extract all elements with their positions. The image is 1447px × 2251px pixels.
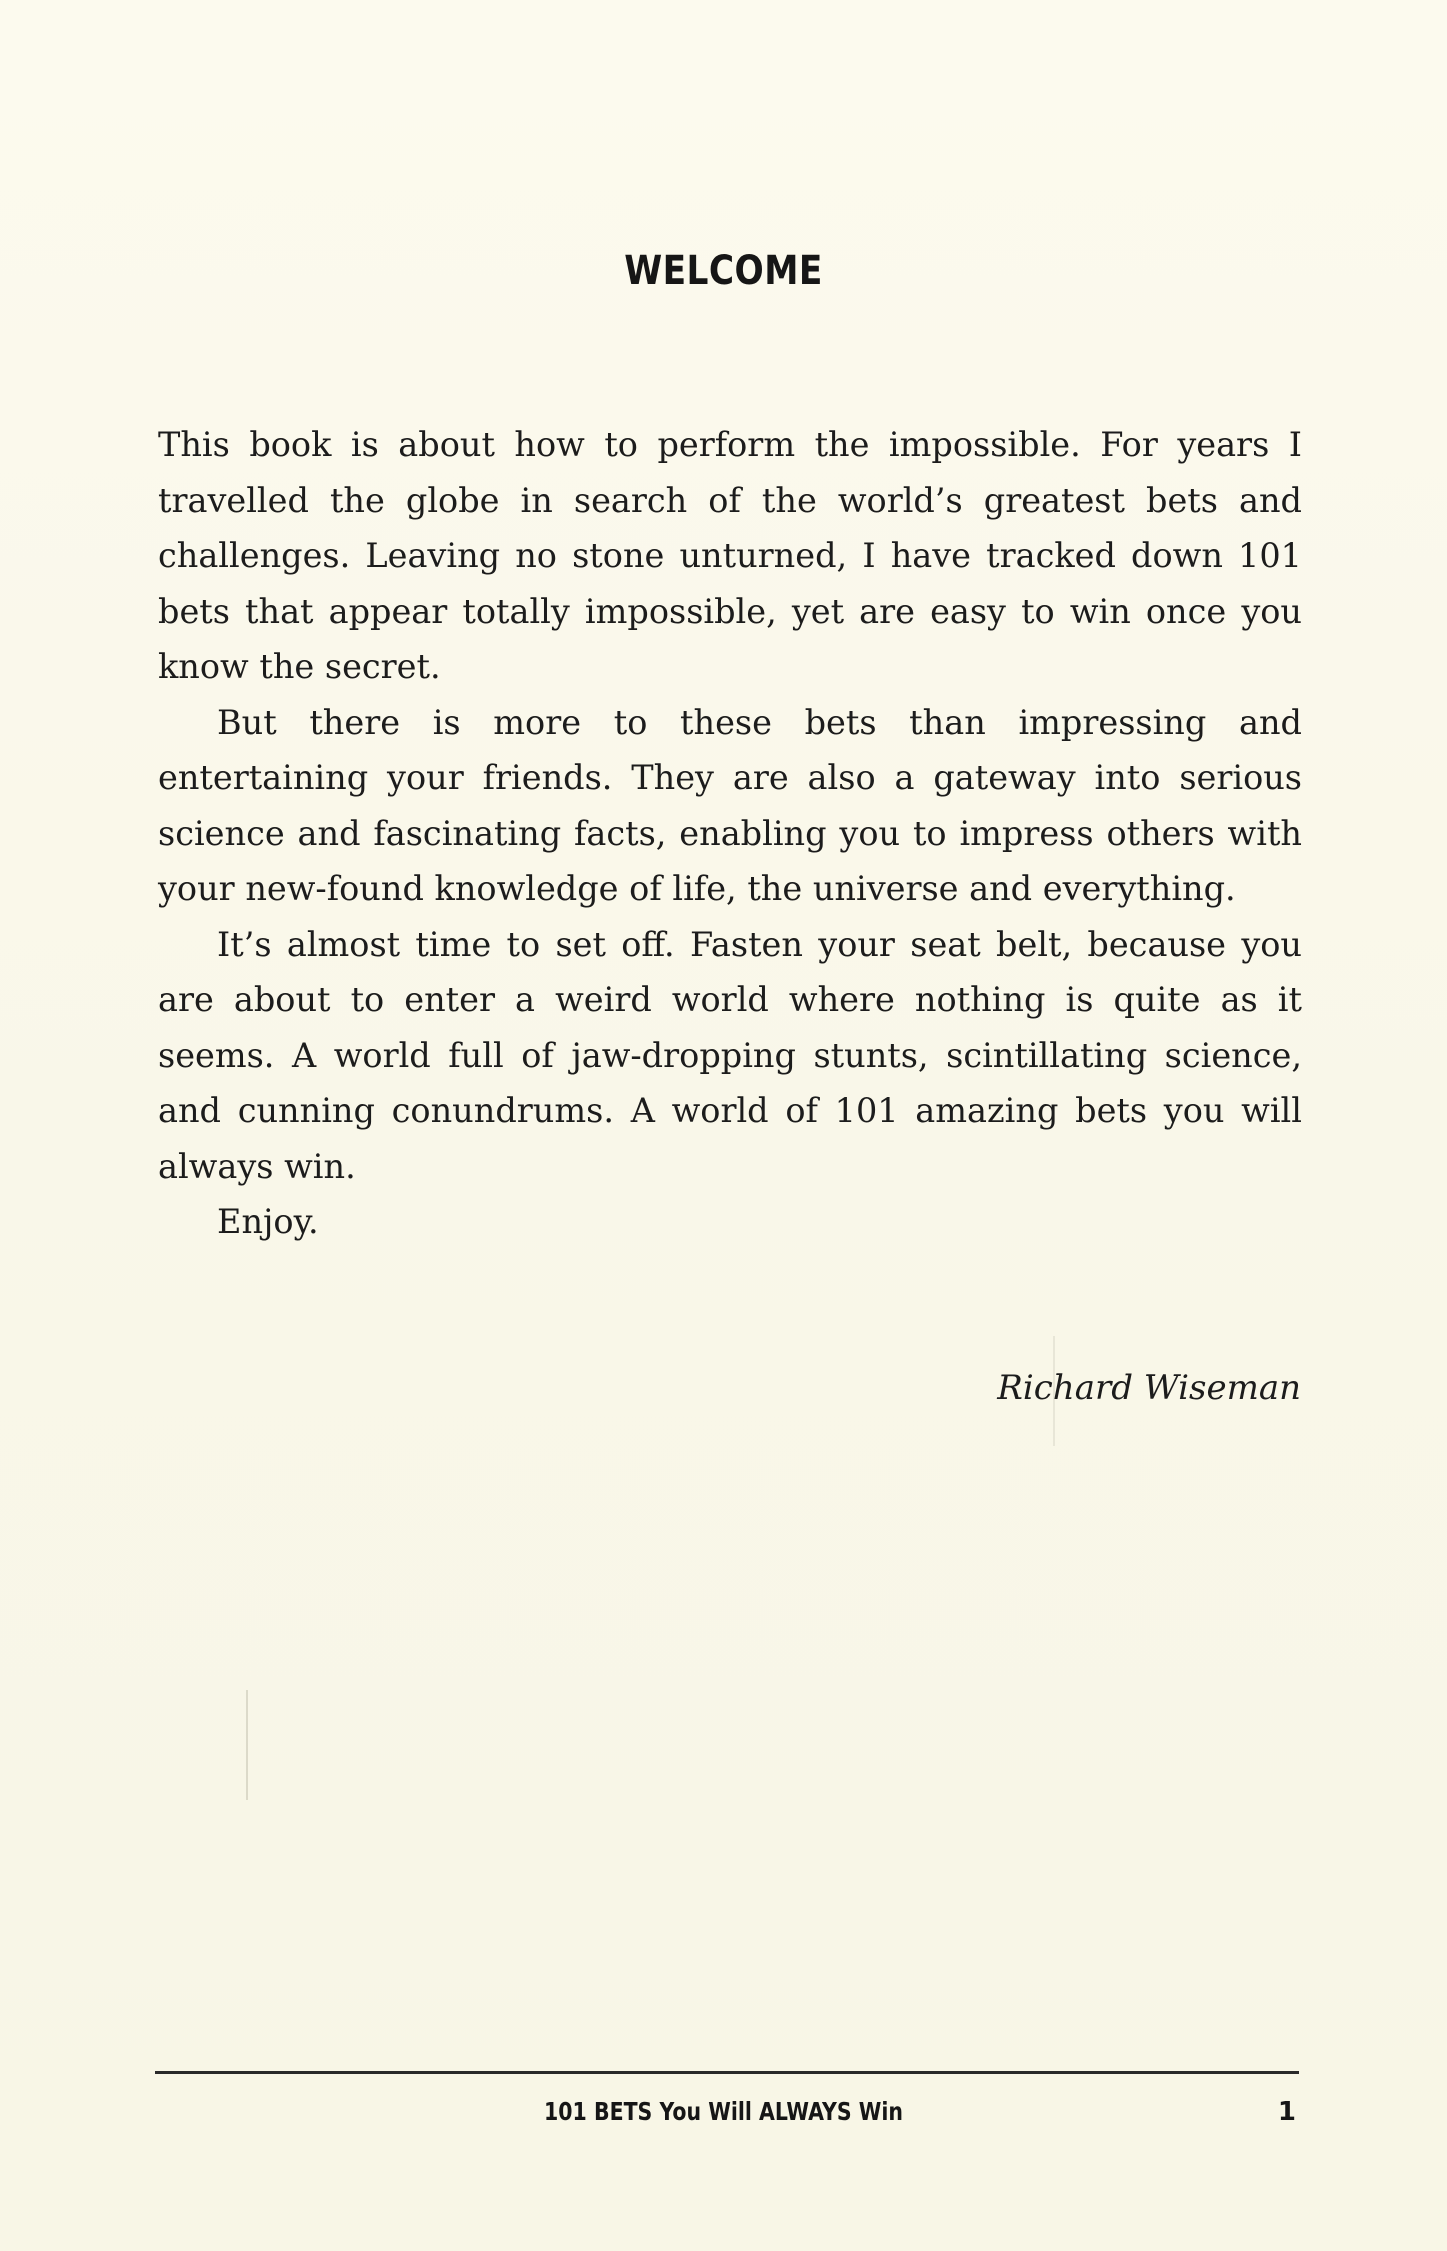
scan-artifact-line (246, 1690, 248, 1800)
page-number: 1 (1277, 2097, 1296, 2127)
footer-book-title: 101 BETS You Will ALWAYS Win (544, 2097, 903, 2126)
paragraph-1: This book is about how to perform the impossible. For years I travelled the globe in search of the world’s greatest bets and challenges. Leaving no stone unturned, I have tracked down 101 bets that appear totally impossible, yet are easy to win once you know the secret. (158, 425, 1302, 686)
paragraph-4: Enjoy. (217, 1202, 319, 1241)
author-signature: Richard Wiseman (997, 1368, 1301, 1408)
paragraph-2: But there is more to these bets than impressing and entertaining your friends. They are also a gateway into serious science and fascinating facts, enabling you to impress others with your new-found knowledge of life, the universe and everything. (158, 702, 1302, 908)
footer-rule (155, 2071, 1299, 2074)
page-heading: WELCOME (624, 248, 823, 294)
body-text (158, 417, 1302, 1250)
paragraph-3: It’s almost time to set off. Fasten your seat belt, because you are about to enter a weird world where nothing is quite as it seems. A world full of jaw-dropping stunts, scintillating science, and cunning conundrums. A world of 101 amazing bets you will always win. (158, 924, 1302, 1186)
